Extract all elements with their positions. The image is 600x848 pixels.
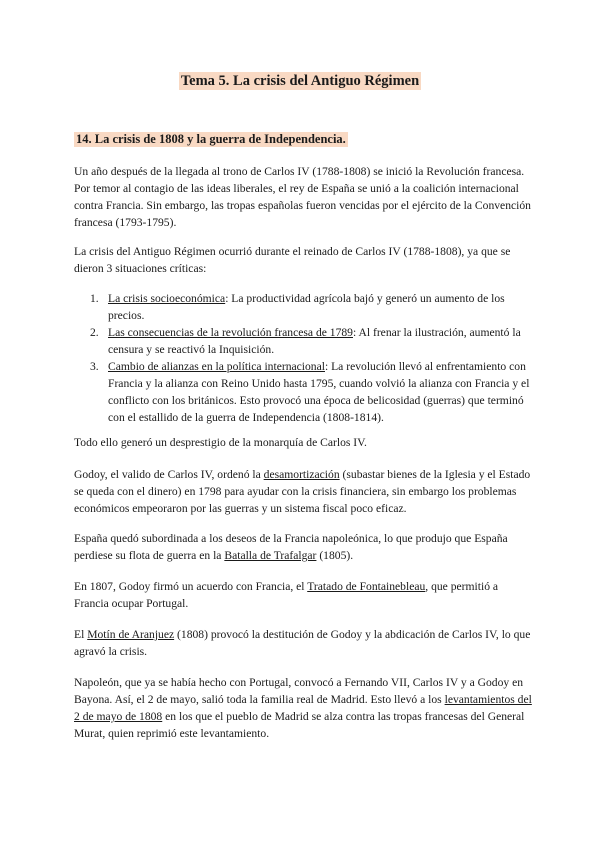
list-item-text: : La productividad agrícola bajó y generó un aumento de los precios. (108, 292, 505, 322)
page-title-text: Tema 5. La crisis del Antiguo Régimen (180, 73, 420, 89)
paragraph-godoy: Godoy, el valido de Carlos IV, ordenó la desamortización (subastar bienes de la Iglesia y el Estado se queda con el dinero) en 1798 para ayudar con la crisis financiera, sin embargo los problemas económicos empeoraron por las guerras y un sistema fiscal poco eficaz. (74, 468, 531, 515)
term-fontainebleau: Tratado de Fontainebleau (307, 580, 426, 593)
list-item: 3. Cambio de alianzas en la política internacional: La revolución llevó al enfrentamiento con Francia y la alianza con Reino Unido hasta 1795, cuando volvió la alianza con Francia y el conflicto con los británicos. Esto provocó una época de belicosidad (guerras) que terminó con el estallido de la guerra de Independencia (1808-1814). (90, 360, 530, 424)
paragraph-desprestigio: Todo ello generó un desprestigio de la monarquía de Carlos IV. (74, 436, 367, 449)
crisis-list (90, 290, 535, 426)
page-title (0, 72, 600, 90)
section-heading: 14. La crisis de 1808 y la guerra de Independencia. (76, 132, 346, 146)
paragraph-crisis: La crisis del Antiguo Régimen ocurrió durante el reinado de Carlos IV (1788-1808), ya que se dieron 3 situaciones críticas: (74, 245, 511, 275)
term-levantamientos: levantamientos del 2 de mayo de 1808 (74, 693, 532, 723)
term-desamortizacion: desamortización (263, 468, 340, 481)
paragraph-bayona: Napoleón, que ya se había hecho con Portugal, convocó a Fernando VII, Carlos IV y a Godoy en Bayona. Así, el 2 de mayo, salió toda la familia real de Madrid. Esto llevó a los levantamientos del 2 de mayo de 1808 en los que el pueblo de Madrid se alza contra las tropas francesas del General Murat, quien reprimió este levantamiento. (74, 676, 532, 740)
term-aranjuez: Motín de Aranjuez (87, 628, 175, 641)
paragraph-fontainebleau: En 1807, Godoy firmó un acuerdo con Francia, el Tratado de Fontainebleau, que permitió a Francia ocupar Portugal. (74, 580, 499, 610)
list-item-text: : Al frenar la ilustración, aumentó la censura y se reactivó la Inquisición. (108, 326, 521, 356)
list-item-term: La crisis socioeconómica (108, 292, 226, 305)
paragraph-aranjuez: El Motín de Aranjuez (1808) provocó la destitución de Godoy y la abdicación de Carlos IV, lo que agravó la crisis. (74, 628, 531, 658)
paragraph-intro: Un año después de la llegada al trono de Carlos IV (1788-1808) se inició la Revolución francesa. Por temor al contagio de las ideas liberales, el rey de España se unió a la coalición internacional contra Francia. Sin embargo, las tropas españolas fueron vencidas por el ejército de la Convención francesa (1793-1795). (74, 165, 531, 229)
list-item-term: Las consecuencias de la revolución francesa de 1789 (108, 326, 353, 339)
list-item-term: Cambio de alianzas en la política internacional (108, 360, 325, 373)
term-trafalgar: Batalla de Trafalgar (224, 549, 317, 562)
list-item: 1. La crisis socioeconómica: La productividad agrícola bajó y generó un aumento de los precios. (90, 292, 505, 322)
list-item-text: : La revolución llevó al enfrentamiento con Francia y la alianza con Reino Unido hasta 1795, cuando volvió la alianza con Francia y el conflicto con los británicos. Esto provocó una época de belicosidad (guerras) que terminó con el estallido de la guerra de Independencia (1808-1814). (108, 360, 530, 424)
paragraph-trafalgar: España quedó subordinada a los deseos de la Francia napoleónica, lo que produjo que España perdiese su flota de guerra en la Batalla de Trafalgar (1805). (74, 532, 508, 562)
list-item: 2. Las consecuencias de la revolución francesa de 1789: Al frenar la ilustración, aumentó la censura y se reactivó la Inquisición. (90, 326, 521, 356)
